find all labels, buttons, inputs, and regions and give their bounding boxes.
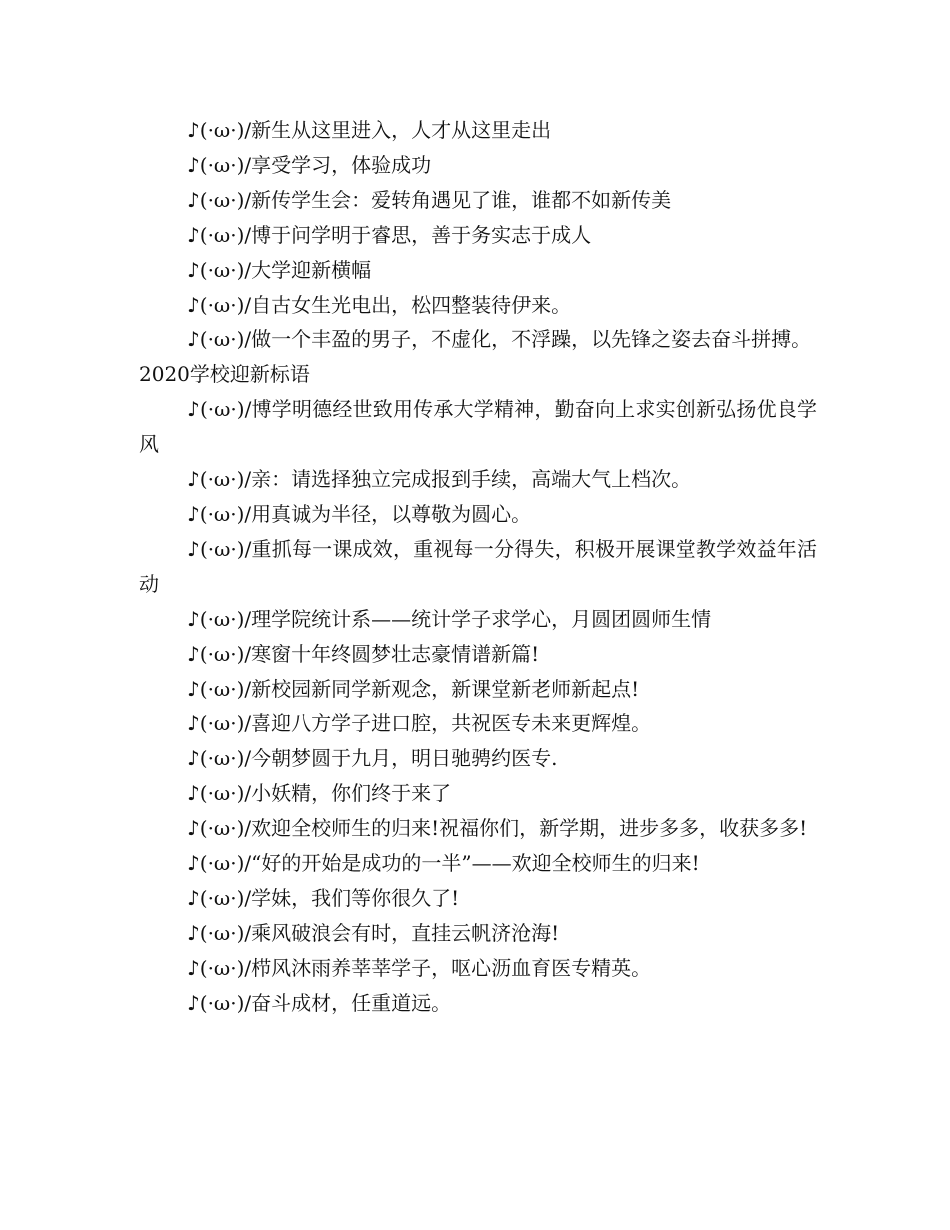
slogan-line: ♪(·ω·)/新生从这里进入，人才从这里走出 [187, 118, 552, 142]
slogan-line: ♪(·ω·)/今朝梦圆于九月，明日驰骋约医专. [187, 746, 558, 771]
slogan-line: ♪(·ω·)/新校园新同学新观念，新课堂新老师新起点! [187, 676, 640, 701]
slogan-line: ♪(·ω·)/大学迎新横幅 [187, 257, 372, 282]
slogan-line: ♪(·ω·)/自古女生光电出，松四整装待伊来。 [187, 292, 572, 317]
section-heading: 2020学校迎新标语 [139, 362, 310, 387]
slogan-line: ♪(·ω·)/学妹，我们等你很久了! [187, 885, 460, 910]
slogan-line: ♪(·ω·)/寒窗十年终圆梦壮志豪情谱新篇! [187, 641, 540, 666]
slogan-line: ♪(·ω·)/乘风破浪会有时，直挂云帆济沧海! [187, 920, 560, 945]
slogan-line: ♪(·ω·)/欢迎全校师生的归来!祝福你们，新学期，进步多多，收获多多! [187, 816, 808, 841]
slogan-line: ♪(·ω·)/喜迎八方学子进口腔，共祝医专未来更辉煌。 [187, 711, 652, 736]
slogan-line: ♪(·ω·)/重抓每一课成效，重视每一分得失，积极开展课堂教学效益年活动 [139, 536, 817, 596]
slogan-line: ♪(·ω·)/做一个丰盈的男子，不虚化，不浮躁，以先锋之姿去奋斗拼搏。 [187, 327, 812, 352]
slogan-line: ♪(·ω·)/奋斗成材，任重道远。 [187, 990, 452, 1015]
slogan-line: ♪(·ω·)/博于问学明于睿思，善于务实志于成人 [187, 222, 592, 247]
slogan-line: ♪(·ω·)/亲：请选择独立完成报到手续，高端大气上档次。 [187, 467, 692, 492]
document-body [139, 113, 817, 1021]
slogan-line: ♪(·ω·)/栉风沐雨养莘莘学子，呕心沥血育医专精英。 [187, 955, 652, 980]
slogan-line: ♪(·ω·)/新传学生会：爱转角遇见了谁，谁都不如新传美 [187, 187, 672, 212]
slogan-line: ♪(·ω·)/理学院统计系——统计学子求学心，月圆团圆师生情 [187, 606, 712, 631]
slogan-line: ♪(·ω·)/用真诚为半径，以尊敬为圆心。 [187, 501, 532, 526]
slogan-line: ♪(·ω·)/“好的开始是成功的一半”——欢迎全校师生的归来! [187, 851, 700, 876]
slogan-line: ♪(·ω·)/博学明德经世致用传承大学精神，勤奋向上求实创新弘扬优良学风 [139, 397, 817, 457]
slogan-line: ♪(·ω·)/小妖精，你们终于来了 [187, 781, 452, 806]
slogan-line: ♪(·ω·)/享受学习，体验成功 [187, 152, 432, 177]
